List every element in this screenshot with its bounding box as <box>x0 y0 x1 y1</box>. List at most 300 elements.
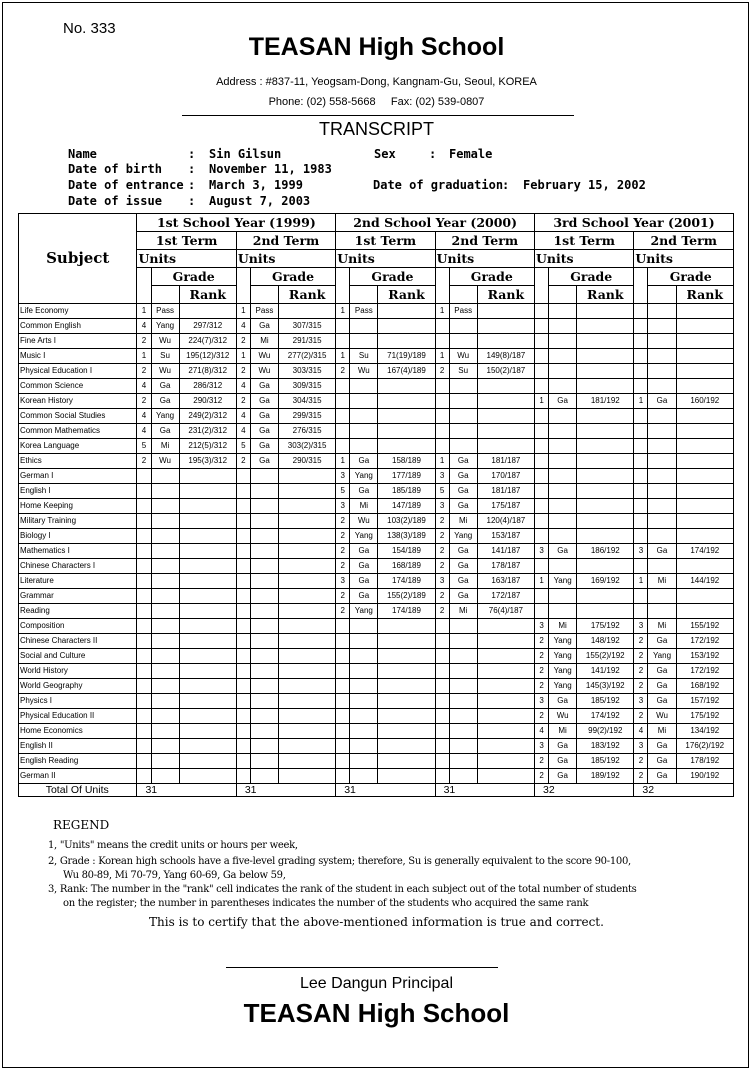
rank-cell <box>179 604 236 619</box>
rank-cell <box>577 409 634 424</box>
grade-cell <box>151 634 179 649</box>
units-cell <box>435 334 449 349</box>
table-row <box>19 379 734 394</box>
grade-cell: Mi <box>648 724 676 739</box>
grade-cell <box>151 694 179 709</box>
grade-cell <box>151 679 179 694</box>
grade-cell <box>250 619 278 634</box>
units-cell: 4 <box>236 379 250 394</box>
table-row <box>19 319 734 334</box>
units-header: Units <box>535 250 634 268</box>
units-cell <box>236 514 250 529</box>
units-cell <box>236 484 250 499</box>
subject-name: Common Social Studies <box>19 409 137 424</box>
rank-cell <box>378 319 435 334</box>
grade-cell <box>350 409 378 424</box>
grade-cell: Pass <box>449 304 477 319</box>
rank-cell: 99(2)/192 <box>577 724 634 739</box>
grade-cell: Yang <box>350 469 378 484</box>
school-name-header: TEASAN High School <box>248 33 505 61</box>
rank-cell: 168/189 <box>378 559 435 574</box>
units-cell <box>435 664 449 679</box>
rank-cell: 153/187 <box>477 529 534 544</box>
units-cell: 2 <box>634 679 648 694</box>
rank-cell: 185/192 <box>577 754 634 769</box>
rank-cell <box>676 304 733 319</box>
grade-cell <box>151 559 179 574</box>
certification-statement: This is to certify that the above-mentioned information is true and correct. <box>149 915 604 929</box>
rank-cell <box>577 499 634 514</box>
grade-cell <box>151 769 179 784</box>
units-cell: 4 <box>634 724 648 739</box>
grade-cell: Ga <box>250 439 278 454</box>
rank-cell: 167(4)/189 <box>378 364 435 379</box>
rank-header: Rank <box>676 286 733 304</box>
rank-header: Rank <box>179 286 236 304</box>
units-cell <box>535 349 549 364</box>
grade-cell: Yang <box>350 604 378 619</box>
rank-cell: 174/189 <box>378 574 435 589</box>
grade-cell <box>449 664 477 679</box>
grade-cell <box>449 439 477 454</box>
transcript-body <box>19 304 734 784</box>
rank-cell: 144/192 <box>676 574 733 589</box>
rank-cell <box>279 769 336 784</box>
rank-cell <box>477 424 534 439</box>
subject-name: Fine Arts I <box>19 334 137 349</box>
grade-cell <box>648 454 676 469</box>
units-cell <box>236 619 250 634</box>
subject-name: Social and Culture <box>19 649 137 664</box>
rank-cell <box>378 694 435 709</box>
grade-cell <box>151 724 179 739</box>
units-cell <box>634 439 648 454</box>
signature-line <box>226 967 498 968</box>
units-cell <box>137 559 151 574</box>
rank-cell <box>676 319 733 334</box>
rank-cell <box>279 619 336 634</box>
units-cell <box>535 364 549 379</box>
rank-cell <box>279 724 336 739</box>
units-cell <box>435 754 449 769</box>
rank-cell <box>676 439 733 454</box>
rank-header: Rank <box>577 286 634 304</box>
subject-name: Common Mathematics <box>19 424 137 439</box>
rank-cell: 276/315 <box>279 424 336 439</box>
grade-cell: Wu <box>648 709 676 724</box>
grade-cell <box>549 454 577 469</box>
grade-cell: Ga <box>648 544 676 559</box>
grade-cell <box>250 604 278 619</box>
grade-cell: Ga <box>648 739 676 754</box>
table-row <box>19 394 734 409</box>
grade-cell: Ga <box>151 379 179 394</box>
rank-cell <box>378 754 435 769</box>
units-cell <box>336 394 350 409</box>
year-2-header: 2nd School Year (2000) <box>336 214 535 232</box>
grade-cell <box>250 559 278 574</box>
units-cell: 4 <box>137 409 151 424</box>
sex-label: Sex <box>374 147 396 161</box>
grade-cell <box>250 574 278 589</box>
rank-cell <box>577 604 634 619</box>
units-cell <box>435 409 449 424</box>
grade-cell <box>549 319 577 334</box>
grade-cell: Mi <box>549 619 577 634</box>
grade-cell <box>449 739 477 754</box>
entrance-label: Date of entrance <box>68 178 184 192</box>
units-cell <box>535 379 549 394</box>
grade-cell <box>549 529 577 544</box>
rank-cell: 141/187 <box>477 544 534 559</box>
grade-cell <box>350 664 378 679</box>
rank-cell: 195(3)/312 <box>179 454 236 469</box>
rank-cell: 76(4)/187 <box>477 604 534 619</box>
units-cell: 1 <box>435 454 449 469</box>
rank-cell <box>577 469 634 484</box>
units-cell: 2 <box>137 454 151 469</box>
grade-cell <box>250 634 278 649</box>
rank-cell <box>477 754 534 769</box>
grade-cell <box>350 394 378 409</box>
units-cell <box>236 574 250 589</box>
rank-cell <box>279 739 336 754</box>
grade-cell <box>549 514 577 529</box>
units-cell: 5 <box>435 484 449 499</box>
grade-cell <box>151 649 179 664</box>
rank-cell: 185/192 <box>577 694 634 709</box>
units-cell <box>336 409 350 424</box>
table-row <box>19 334 734 349</box>
units-cell <box>336 334 350 349</box>
rank-cell <box>676 484 733 499</box>
rank-cell: 186/192 <box>577 544 634 559</box>
units-cell <box>236 469 250 484</box>
units-cell: 2 <box>535 754 549 769</box>
rank-cell: 212(5)/312 <box>179 439 236 454</box>
grade-cell <box>648 529 676 544</box>
rank-cell <box>279 529 336 544</box>
units-cell: 4 <box>236 424 250 439</box>
rank-cell <box>477 739 534 754</box>
rank-cell <box>477 319 534 334</box>
units-cell: 2 <box>634 649 648 664</box>
legend-line: 2, Grade : Korean high schools have a five-level grading system; therefore, Su is generally equivalent to the score 90-100, <box>48 856 631 867</box>
units-cell <box>336 379 350 394</box>
grade-cell: Wu <box>250 364 278 379</box>
rank-cell <box>279 604 336 619</box>
units-cell: 2 <box>336 529 350 544</box>
units-cell <box>236 559 250 574</box>
rank-cell <box>179 469 236 484</box>
rank-cell <box>279 649 336 664</box>
units-cell: 5 <box>137 439 151 454</box>
grade-cell: Mi <box>250 334 278 349</box>
units-cell <box>435 379 449 394</box>
units-cell: 2 <box>535 679 549 694</box>
rank-cell <box>676 409 733 424</box>
rank-cell: 134/192 <box>676 724 733 739</box>
units-cell <box>137 694 151 709</box>
units-cell <box>535 559 549 574</box>
units-cell: 5 <box>336 484 350 499</box>
units-cell: 4 <box>137 319 151 334</box>
grade-cell: Ga <box>549 394 577 409</box>
rank-cell: 181/192 <box>577 394 634 409</box>
units-cell: 2 <box>435 514 449 529</box>
table-row <box>19 514 734 529</box>
rank-cell <box>477 379 534 394</box>
birth-date: November 11, 1983 <box>209 162 332 176</box>
table-row <box>19 439 734 454</box>
grade-cell <box>449 634 477 649</box>
grade-cell <box>648 499 676 514</box>
units-cell <box>634 304 648 319</box>
units-cell: 1 <box>634 394 648 409</box>
units-cell <box>137 739 151 754</box>
grade-cell <box>250 529 278 544</box>
grade-cell <box>648 379 676 394</box>
grade-cell <box>449 424 477 439</box>
grade-cell <box>151 499 179 514</box>
units-cell: 2 <box>137 334 151 349</box>
units-cell: 3 <box>336 574 350 589</box>
grade-cell <box>350 739 378 754</box>
rank-cell <box>179 664 236 679</box>
grade-cell <box>449 754 477 769</box>
grade-cell <box>449 394 477 409</box>
grade-cell: Yang <box>151 409 179 424</box>
grade-cell: Wu <box>151 454 179 469</box>
units-cell: 5 <box>236 439 250 454</box>
grade-cell: Wu <box>151 334 179 349</box>
units-cell: 2 <box>336 559 350 574</box>
rank-cell: 291/315 <box>279 334 336 349</box>
grade-cell: Mi <box>350 499 378 514</box>
grade-cell: Yang <box>549 574 577 589</box>
grade-cell: Wu <box>250 349 278 364</box>
colon: : <box>188 162 196 176</box>
rank-cell <box>676 379 733 394</box>
rank-cell: 169/192 <box>577 574 634 589</box>
units-cell <box>435 694 449 709</box>
rank-cell: 158/189 <box>378 454 435 469</box>
units-cell <box>236 679 250 694</box>
rank-cell <box>477 694 534 709</box>
grade-cell: Yang <box>549 679 577 694</box>
grade-cell: Pass <box>151 304 179 319</box>
subject-name: Physics I <box>19 694 137 709</box>
rank-cell: 231(2)/312 <box>179 424 236 439</box>
units-cell <box>634 454 648 469</box>
table-row <box>19 544 734 559</box>
rank-cell <box>477 619 534 634</box>
year-1-header: 1st School Year (1999) <box>137 214 336 232</box>
grade-cell: Ga <box>449 574 477 589</box>
grade-cell: Wu <box>151 364 179 379</box>
units-cell: 1 <box>137 349 151 364</box>
school-name-footer: TEASAN High School <box>243 998 510 1028</box>
units-cell <box>435 769 449 784</box>
rank-cell <box>179 499 236 514</box>
student-sex: Female <box>449 147 493 161</box>
grade-cell: Pass <box>250 304 278 319</box>
school-phone: Phone: (02) 558-5668 Fax: (02) 539-0807 <box>268 96 485 108</box>
grade-cell <box>549 499 577 514</box>
grade-cell <box>151 529 179 544</box>
units-cell: 4 <box>236 409 250 424</box>
total-units-value: 31 <box>435 784 534 797</box>
units-cell: 2 <box>236 394 250 409</box>
grade-cell <box>250 739 278 754</box>
units-cell: 2 <box>535 634 549 649</box>
rank-cell: 249(2)/312 <box>179 409 236 424</box>
grade-cell <box>250 469 278 484</box>
subject-name: Physical Education II <box>19 709 137 724</box>
units-cell <box>236 754 250 769</box>
units-cell <box>435 724 449 739</box>
rank-cell <box>676 559 733 574</box>
rank-cell <box>179 529 236 544</box>
grade-cell: Ga <box>449 454 477 469</box>
rank-cell <box>676 424 733 439</box>
grade-cell <box>549 424 577 439</box>
grade-cell: Yang <box>449 529 477 544</box>
rank-cell <box>179 754 236 769</box>
units-header: Units <box>336 250 435 268</box>
units-cell: 4 <box>137 424 151 439</box>
table-row <box>19 574 734 589</box>
rank-cell <box>577 379 634 394</box>
issue-date: August 7, 2003 <box>209 194 311 208</box>
rank-cell: 157/192 <box>676 694 733 709</box>
document-title: TRANSCRIPT <box>318 119 434 139</box>
units-cell <box>634 364 648 379</box>
rank-cell <box>378 439 435 454</box>
units-cell <box>535 469 549 484</box>
rank-cell <box>279 634 336 649</box>
rank-cell <box>378 394 435 409</box>
grade-cell <box>151 664 179 679</box>
units-cell <box>137 724 151 739</box>
units-cell: 1 <box>236 304 250 319</box>
subject-name: German II <box>19 769 137 784</box>
rank-cell: 170/187 <box>477 469 534 484</box>
rank-cell: 138(3)/189 <box>378 529 435 544</box>
grade-cell <box>350 769 378 784</box>
grade-cell <box>549 439 577 454</box>
units-cell: 2 <box>435 364 449 379</box>
grade-cell <box>648 439 676 454</box>
rank-cell <box>179 634 236 649</box>
grade-cell: Ga <box>151 394 179 409</box>
units-cell: 2 <box>236 334 250 349</box>
rank-cell <box>279 589 336 604</box>
rank-cell: 71(19)/189 <box>378 349 435 364</box>
units-cell <box>634 469 648 484</box>
units-cell <box>435 739 449 754</box>
rank-cell <box>577 304 634 319</box>
units-cell <box>137 484 151 499</box>
table-row <box>19 559 734 574</box>
rank-cell <box>676 604 733 619</box>
units-cell <box>634 409 648 424</box>
rank-cell <box>279 664 336 679</box>
rank-cell <box>179 484 236 499</box>
grade-header: Grade <box>250 268 335 286</box>
units-cell <box>137 499 151 514</box>
table-row <box>19 529 734 544</box>
grade-cell <box>151 619 179 634</box>
rank-cell <box>279 679 336 694</box>
units-cell <box>535 439 549 454</box>
colon: : <box>188 178 196 192</box>
rank-cell <box>676 454 733 469</box>
subject-header: Subject <box>19 214 137 304</box>
total-units-value: 31 <box>137 784 236 797</box>
units-cell <box>435 319 449 334</box>
units-cell <box>535 454 549 469</box>
grade-cell: Ga <box>549 739 577 754</box>
table-row <box>19 364 734 379</box>
units-cell <box>336 709 350 724</box>
rank-cell: 290/315 <box>279 454 336 469</box>
units-cell <box>236 589 250 604</box>
units-cell: 2 <box>435 604 449 619</box>
grade-cell: Ga <box>549 769 577 784</box>
table-row <box>19 469 734 484</box>
grade-cell <box>648 604 676 619</box>
rank-cell <box>179 679 236 694</box>
grade-cell <box>648 304 676 319</box>
grade-cell <box>648 589 676 604</box>
units-cell <box>435 619 449 634</box>
grade-cell: Ga <box>350 574 378 589</box>
units-cell: 2 <box>435 544 449 559</box>
units-cell <box>435 709 449 724</box>
rank-cell: 307/315 <box>279 319 336 334</box>
legend-line: 3, Rank: The number in the "rank" cell indicates the rank of the student in each subject out of the total number of students <box>48 884 637 895</box>
birth-label: Date of birth <box>68 162 162 176</box>
units-cell <box>236 709 250 724</box>
total-units-value: 31 <box>336 784 435 797</box>
rank-cell <box>577 424 634 439</box>
student-name: Sin Gilsun <box>209 147 282 161</box>
units-cell: 2 <box>535 769 549 784</box>
units-cell: 3 <box>535 619 549 634</box>
units-cell <box>535 334 549 349</box>
units-cell: 4 <box>137 379 151 394</box>
units-cell <box>336 739 350 754</box>
grade-cell: Wu <box>449 349 477 364</box>
grade-cell: Ga <box>250 394 278 409</box>
units-cell: 2 <box>336 514 350 529</box>
rank-cell <box>477 649 534 664</box>
rank-cell <box>477 409 534 424</box>
rank-cell <box>676 514 733 529</box>
subject-name: German I <box>19 469 137 484</box>
rank-cell: 303(2)/315 <box>279 439 336 454</box>
rank-cell <box>577 334 634 349</box>
rank-cell <box>577 529 634 544</box>
rank-cell <box>378 334 435 349</box>
total-units-label: Total Of Units <box>19 784 137 797</box>
subject-name: Common English <box>19 319 137 334</box>
subject-name: World Geography <box>19 679 137 694</box>
rank-cell <box>179 559 236 574</box>
rank-cell <box>279 754 336 769</box>
units-cell: 1 <box>336 454 350 469</box>
